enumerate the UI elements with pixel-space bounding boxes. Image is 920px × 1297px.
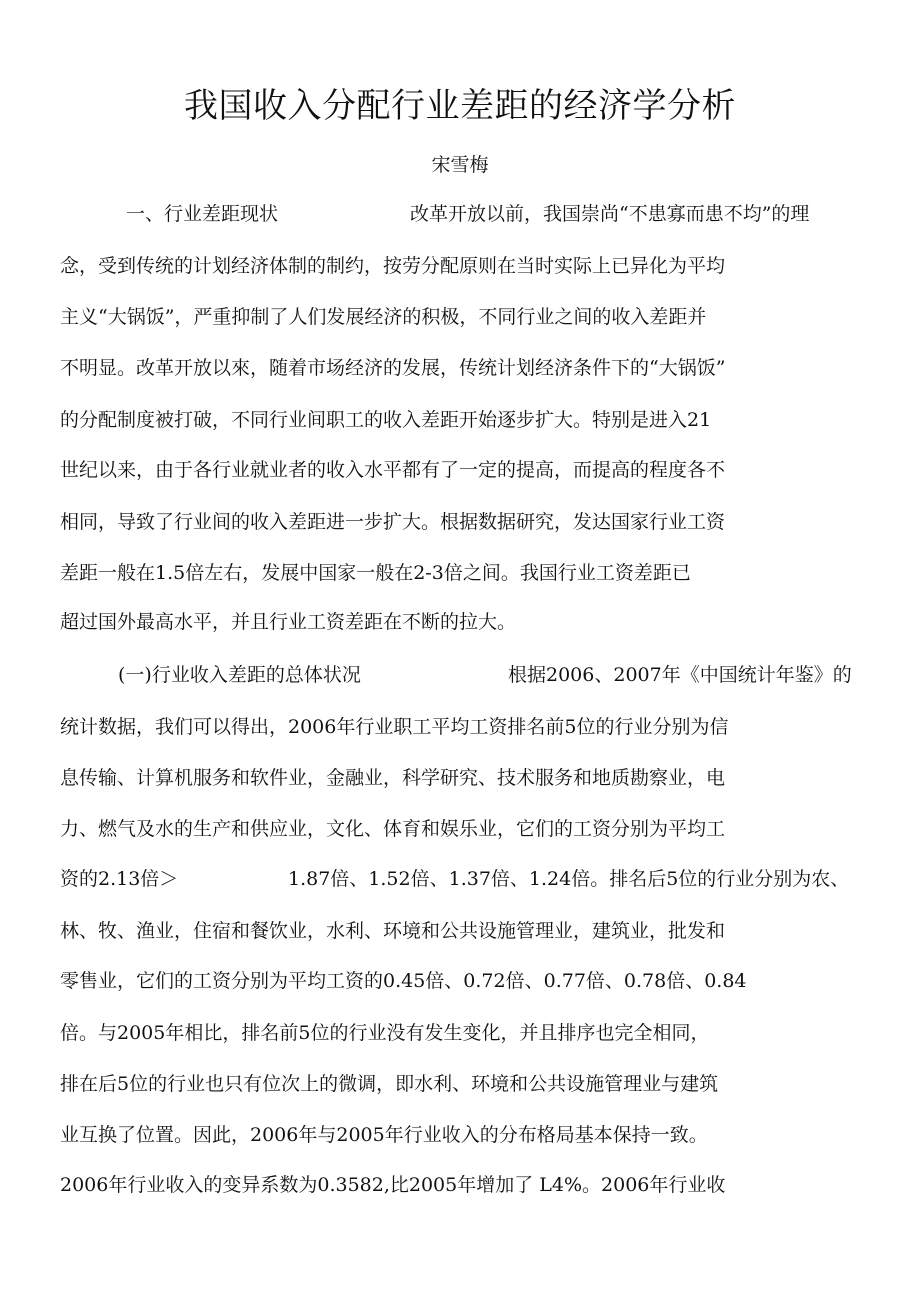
paragraph-line: 倍。与2005年相比，排名前5位的行业没有发生变化，并且排序也完全相同， bbox=[60, 1022, 710, 1044]
paragraph-line: 念，受到传统的计划经济体制的制约，按劳分配原则在当时实际上已异化为平均 bbox=[60, 255, 726, 277]
paragraph-line: 差距一般在1.5倍左右，发展中国家一般在2-3倍之间。我国行业工资差距已 bbox=[60, 562, 691, 584]
section2-heading: (一)行业收入差距的总体状况 bbox=[118, 664, 361, 686]
paragraph-line-part-b: 1.87倍、1.52倍、1.37倍、1.24倍。排名后5位的行业分别为农、 bbox=[288, 868, 850, 890]
paragraph-line: 息传输、计算机服务和软件业，金融业，科学研究、技术服务和地质勘察业，电 bbox=[60, 767, 726, 789]
paragraph-line: 超过国外最高水平，并且行业工资差距在不断的拉大。 bbox=[60, 611, 517, 633]
paragraph-line: 的分配制度被打破，不同行业间职工的收入差距开始逐步扩大。特别是进入21 bbox=[60, 409, 712, 431]
paragraph-line: 排在后5位的行业也只有位次上的微调，即水利、环境和公共设施管理业与建筑 bbox=[60, 1073, 719, 1095]
paragraph-line: 2006年行业收入的变异系数为0.3582,比2005年增加了 L4%。2006年行业收 bbox=[60, 1174, 726, 1196]
paragraph-line: 世纪以来，由于各行业就业者的收入水平都有了一定的提高，而提高的程度各不 bbox=[60, 459, 726, 481]
author-name: 宋雪梅 bbox=[431, 154, 489, 176]
paragraph-line: 统计数据，我们可以得出，2006年行业职工平均工资排名前5位的行业分别为信 bbox=[60, 716, 729, 738]
document-title: 我国收入分配行业差距的经济学分析 bbox=[184, 86, 736, 126]
paragraph-line: 零售业，它们的工资分别为平均工资的0.45倍、0.72倍、0.77倍、0.78倍、0.84 bbox=[60, 970, 747, 992]
paragraph-line: 不明显。改革开放以來，随着市场经济的发展，传统计划经济条件下的“大锅饭” bbox=[60, 357, 726, 379]
paragraph-line-part-a: 资的2.13倍＞ bbox=[60, 868, 179, 890]
paragraph-line: 业互换了位置。因此，2006年与2005年行业收入的分布格局基本保持一致。 bbox=[60, 1124, 708, 1146]
paragraph-line: 林、牧、渔业，住宿和餐饮业，水利、环境和公共设施管理业，建筑业，批发和 bbox=[60, 920, 726, 942]
section1-heading: 一、行业差距现状 bbox=[126, 203, 279, 225]
paragraph-line: 力、燃气及水的生产和供应业，文化、体育和娱乐业，它们的工资分别为平均工 bbox=[60, 818, 726, 840]
section2-first-line: 根据2006、2007年《中国统计年鉴》的 bbox=[508, 664, 852, 686]
section1-first-line: 改革开放以前，我国崇尚“不患寡而患不均”的理 bbox=[410, 203, 810, 225]
paragraph-line: 相同，导致了行业间的收入差距进一步扩大。根据数据研究，发达国家行业工资 bbox=[60, 511, 726, 533]
paragraph-line: 主义“大锅饭”，严重抑制了人们发展经济的积极，不同行业之间的收入差距并 bbox=[60, 306, 707, 328]
